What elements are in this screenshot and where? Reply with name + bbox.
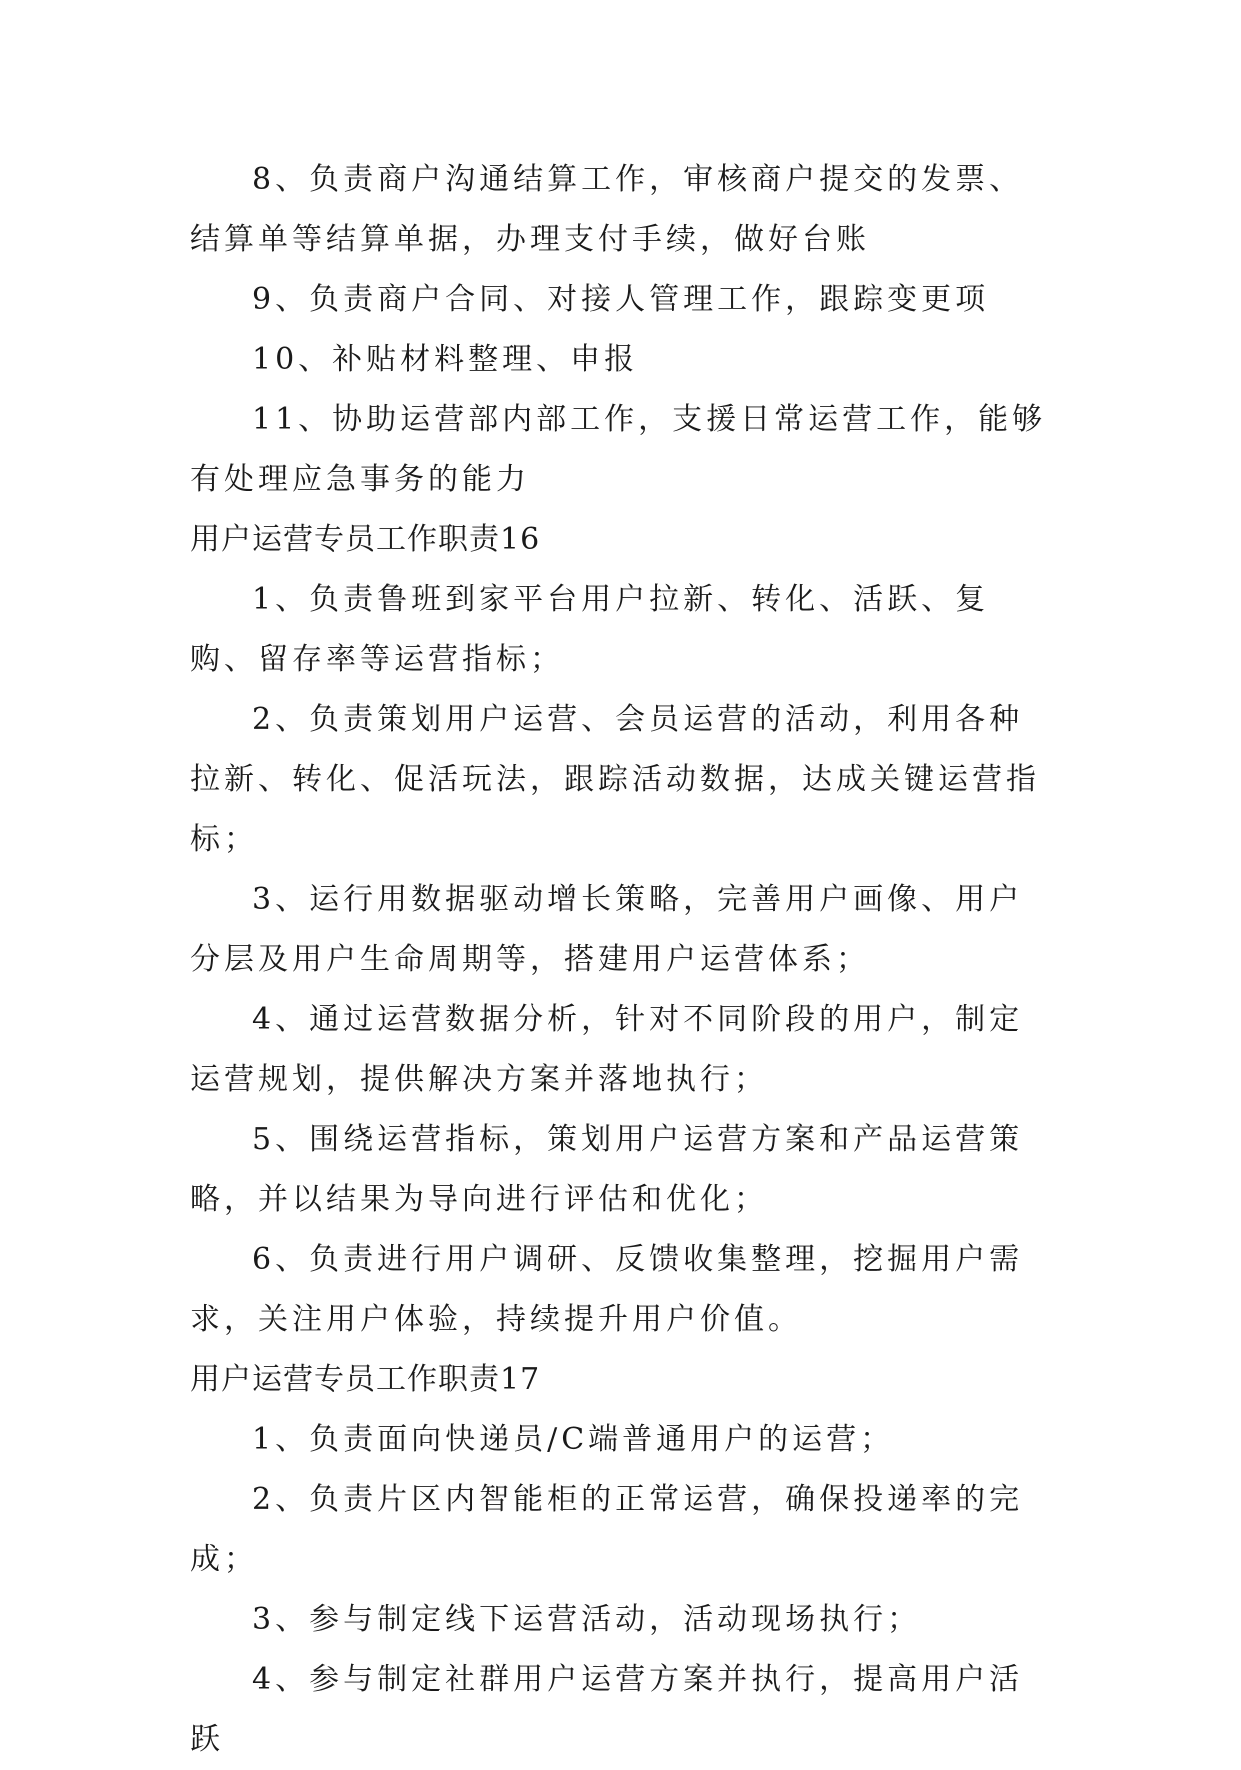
paragraph-item-17-1: 1、负责面向快递员/C端普通用户的运营； bbox=[252, 1422, 895, 1457]
paragraph-item-11: 11、协助运营部内部工作，支援日常运营工作，能够有处理应急事务的能力 bbox=[190, 402, 1047, 497]
paragraph-item-10: 10、补贴材料整理、申报 bbox=[252, 342, 639, 377]
section-heading-16: 用户运营专员工作职责16 bbox=[190, 522, 541, 557]
paragraph-item-17-2: 2、负责片区内智能柜的正常运营，确保投递率的完成； bbox=[190, 1482, 1024, 1577]
paragraph-item-17-4: 4、参与制定社群用户运营方案并执行，提高用户活跃 bbox=[190, 1662, 1024, 1757]
paragraph-item-17-3: 3、参与制定线下运营活动，活动现场执行； bbox=[252, 1602, 922, 1637]
paragraph-item-16-3: 3、运行用数据驱动增长策略，完善用户画像、用户分层及用户生命周期等，搭建用户运营体系； bbox=[190, 882, 1024, 977]
paragraph-item-16-2: 2、负责策划用户运营、会员运营的活动，利用各种拉新、转化、促活玩法，跟踪活动数据，达成关键运营指标； bbox=[190, 702, 1040, 857]
section-heading-17: 用户运营专员工作职责17 bbox=[190, 1362, 541, 1397]
document-body bbox=[190, 150, 1050, 1770]
paragraph-item-16-4: 4、通过运营数据分析，针对不同阶段的用户，制定运营规划，提供解决方案并落地执行； bbox=[190, 1002, 1024, 1097]
paragraph-item-16-5: 5、围绕运营指标，策划用户运营方案和产品运营策略，并以结果为导向进行评估和优化； bbox=[190, 1122, 1024, 1217]
paragraph-item-8: 8、负责商户沟通结算工作，审核商户提交的发票、结算单等结算单据，办理支付手续，做好台账 bbox=[190, 162, 1024, 257]
paragraph-item-16-6: 6、负责进行用户调研、反馈收集整理，挖掘用户需求，关注用户体验，持续提升用户价值。 bbox=[190, 1242, 1024, 1337]
paragraph-item-9: 9、负责商户合同、对接人管理工作，跟踪变更项 bbox=[252, 282, 990, 317]
paragraph-item-16-1: 1、负责鲁班到家平台用户拉新、转化、活跃、复购、留存率等运营指标； bbox=[190, 582, 990, 677]
